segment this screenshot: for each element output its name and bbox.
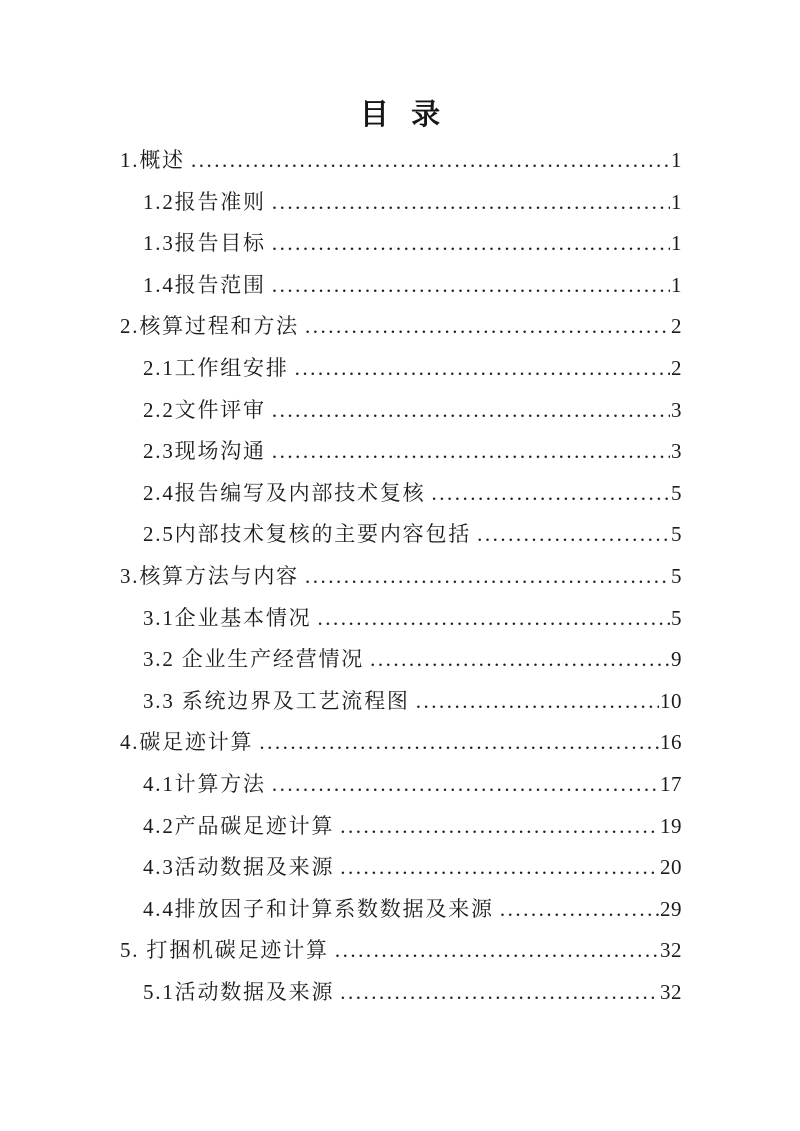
- toc-entry-label: 3.2 企业生产经营情况: [143, 647, 365, 672]
- toc-entry[interactable]: [120, 182, 682, 224]
- toc-leader-dots: [272, 182, 670, 224]
- toc-entry-page: 5: [671, 563, 682, 588]
- toc-leader-dots: [305, 306, 670, 348]
- toc-leader-dots: [431, 473, 670, 515]
- toc-entry-page: 1: [671, 272, 682, 297]
- toc-entry-label: 4.碳足迹计算: [120, 730, 254, 755]
- toc-entry[interactable]: [120, 847, 682, 889]
- toc-leader-dots: [272, 764, 659, 806]
- toc-entry-page: 9: [671, 647, 682, 672]
- toc-entry[interactable]: [120, 598, 682, 640]
- toc-entry-page: 3: [671, 439, 682, 464]
- toc-entry[interactable]: [120, 223, 682, 265]
- toc-entry-label: 2.核算过程和方法: [120, 314, 299, 339]
- toc-entry-label: 1.3报告目标: [143, 231, 266, 256]
- toc-leader-dots: [477, 514, 670, 556]
- toc-entry[interactable]: [120, 348, 682, 390]
- toc-entry-page: 32: [660, 979, 682, 1004]
- toc-leader-dots: [416, 681, 659, 723]
- toc-leader-dots: [317, 598, 670, 640]
- toc-entry-label: 4.2产品碳足迹计算: [143, 813, 335, 838]
- toc-leader-dots: [340, 972, 659, 1014]
- toc-leader-dots: [340, 806, 659, 848]
- toc-entry-label: 2.1工作组安排: [143, 355, 289, 380]
- toc-entry-page: 1: [671, 189, 682, 214]
- toc-entry-page: 19: [660, 813, 682, 838]
- toc-entry[interactable]: [120, 473, 682, 515]
- toc-leader-dots: [272, 265, 670, 307]
- toc-entry[interactable]: [120, 972, 682, 1014]
- toc-leader-dots: [305, 556, 670, 598]
- toc-entry-label: 3.核算方法与内容: [120, 563, 299, 588]
- toc-entry-label: 2.4报告编写及内部技术复核: [143, 480, 426, 505]
- toc-leader-dots: [191, 140, 670, 182]
- toc-leader-dots: [340, 847, 659, 889]
- toc-entry-label: 2.2文件评审: [143, 397, 266, 422]
- toc-leader-dots: [370, 639, 670, 681]
- toc-entry-page: 3: [671, 397, 682, 422]
- toc-entry-label: 4.3活动数据及来源: [143, 855, 335, 880]
- table-of-contents: [120, 140, 682, 1013]
- toc-entry-label: 2.5内部技术复核的主要内容包括: [143, 522, 472, 547]
- toc-leader-dots: [259, 722, 659, 764]
- toc-entry-label: 4.1计算方法: [143, 771, 266, 796]
- toc-entry[interactable]: [120, 764, 682, 806]
- toc-entry-label: 1.概述: [120, 148, 185, 172]
- toc-entry-label: 3.1企业基本情况: [143, 605, 312, 630]
- toc-leader-dots: [272, 431, 670, 473]
- toc-entry-page: 5: [671, 522, 682, 547]
- toc-entry[interactable]: [120, 306, 682, 348]
- toc-leader-dots: [295, 348, 670, 390]
- toc-entry[interactable]: [120, 514, 682, 556]
- page-title: 目 录: [359, 99, 441, 131]
- toc-entry-page: 10: [660, 688, 682, 713]
- toc-entry[interactable]: [120, 390, 682, 432]
- toc-entry-page: 1: [671, 231, 682, 256]
- toc-entry-page: 1: [671, 148, 682, 172]
- toc-entry[interactable]: [120, 681, 682, 723]
- toc-entry[interactable]: [120, 722, 682, 764]
- toc-leader-dots: [272, 223, 670, 265]
- toc-entry[interactable]: [120, 265, 682, 307]
- toc-leader-dots: [335, 930, 659, 972]
- toc-leader-dots: [272, 390, 670, 432]
- toc-entry-page: 29: [660, 896, 682, 921]
- toc-entry-label: 1.2报告准则: [143, 189, 266, 214]
- toc-entry[interactable]: [120, 431, 682, 473]
- toc-entry-page: 32: [660, 938, 682, 963]
- toc-entry[interactable]: [120, 930, 682, 972]
- toc-entry[interactable]: [120, 556, 682, 598]
- toc-entry-page: 5: [671, 605, 682, 630]
- toc-entry-page: 20: [660, 855, 682, 880]
- toc-entry[interactable]: [120, 889, 682, 931]
- toc-entry-label: 1.4报告范围: [143, 272, 266, 297]
- toc-entry-label: 5.1活动数据及来源: [143, 979, 335, 1004]
- toc-entry-page: 2: [671, 314, 682, 339]
- toc-entry[interactable]: [120, 806, 682, 848]
- toc-entry[interactable]: [120, 140, 682, 182]
- toc-entry-label: 5. 打捆机碳足迹计算: [120, 938, 329, 963]
- toc-leader-dots: [500, 889, 659, 931]
- toc-entry-label: 2.3现场沟通: [143, 439, 266, 464]
- toc-entry-label: 4.4排放因子和计算系数数据及来源: [143, 896, 494, 921]
- toc-entry-page: 5: [671, 480, 682, 505]
- toc-entry-label: 3.3 系统边界及工艺流程图: [143, 688, 410, 713]
- toc-entry-page: 17: [660, 771, 682, 796]
- toc-entry[interactable]: [120, 639, 682, 681]
- toc-entry-page: 16: [660, 730, 682, 755]
- toc-entry-page: 2: [671, 355, 682, 380]
